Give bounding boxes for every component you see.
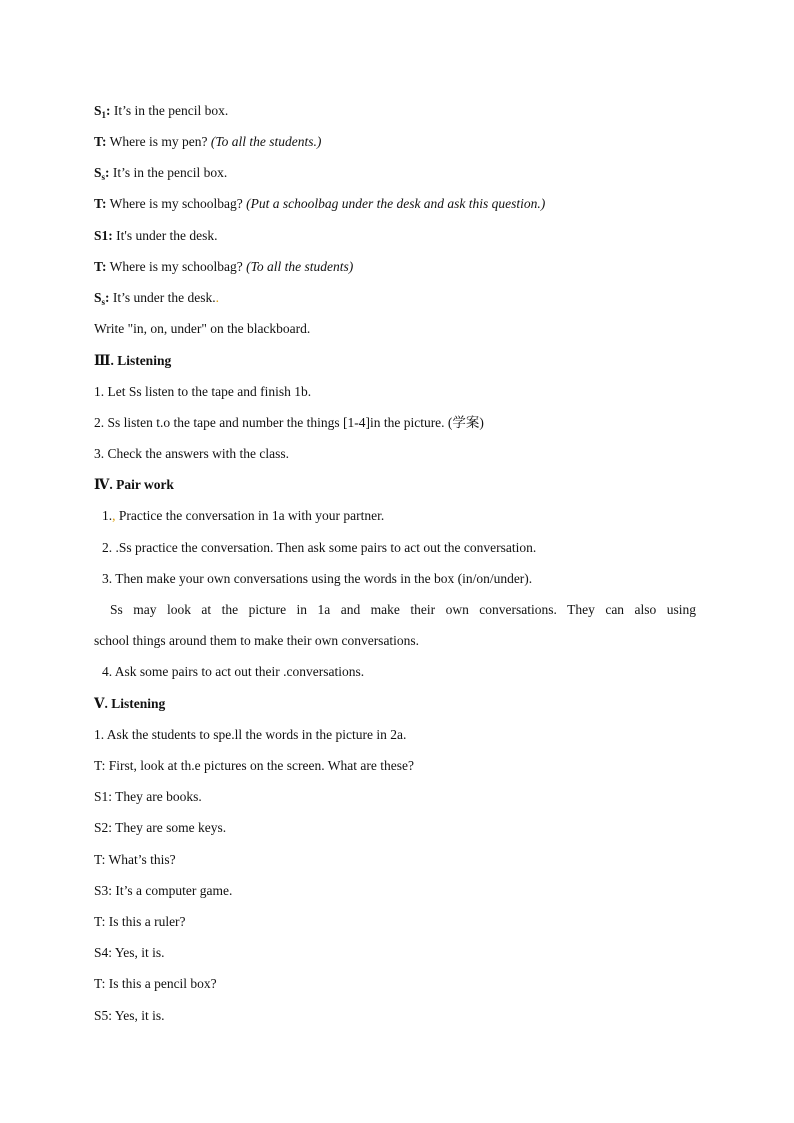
dialogue-line: T: Is this a pencil box?: [94, 976, 217, 991]
dialogue-line: T: What’s this?: [94, 852, 176, 867]
stage-direction: (Put a schoolbag under the desk and ask this question.): [246, 196, 546, 211]
speaker-subscript: 1: [101, 110, 107, 120]
paragraph-line: Ss may look at the picture in 1a and make their own conversations. They can also using: [110, 602, 696, 617]
dialogue-line-6: [94, 258, 353, 276]
dialogue-line-2: [94, 133, 321, 151]
speaker-subscript: s: [101, 172, 106, 182]
item-text: Practice the conversation in 1a with your partner.: [115, 508, 385, 523]
dialogue-line: S5: Yes, it is.: [94, 1008, 165, 1023]
dialogue-text: Where is my schoolbag?: [106, 259, 243, 274]
speaker-label: S: [94, 103, 102, 118]
instruction-text: Write "in, on, under" on the blackboard.: [94, 321, 311, 336]
dialogue-line: S3: It’s a computer game.: [94, 883, 233, 898]
speaker-colon: :: [105, 165, 110, 180]
dialogue-text: It’s in the pencil box.: [109, 165, 228, 180]
dialogue-line-5: [94, 227, 218, 245]
dialogue-text: Where is my pen?: [106, 134, 208, 149]
speaker-colon: :: [105, 290, 110, 305]
speaker-label: S: [94, 290, 102, 305]
paragraph-line: school things around them to make their own conversations.: [94, 633, 420, 648]
list-item: 2. Ss listen t.o the tape and number the things [1-4]in the picture. (学案): [94, 415, 484, 430]
dialogue-line-1: [94, 102, 228, 124]
stray-mark: ,: [112, 508, 116, 523]
speaker-label: T:: [94, 134, 107, 149]
speaker-subscript: s: [101, 297, 106, 307]
speaker-label: S: [94, 165, 102, 180]
section-heading-pair-work: Ⅳ. Pair work: [94, 477, 174, 492]
dialogue-line-7: [94, 289, 219, 311]
speaker-colon: :: [106, 103, 111, 118]
speaker-label: T:: [94, 259, 107, 274]
dialogue-text: It's under the desk.: [112, 228, 218, 243]
dialogue-line-3: [94, 164, 227, 186]
dialogue-line: T: Is this a ruler?: [94, 914, 186, 929]
list-item: 4. Ask some pairs to act out their .conversations.: [102, 664, 365, 679]
list-item: 2. .Ss practice the conversation. Then ask some pairs to act out the conversation.: [102, 540, 537, 555]
list-item: 3. Check the answers with the class.: [94, 446, 289, 461]
dialogue-line-4: [94, 195, 545, 213]
dialogue-line: S2: They are some keys.: [94, 820, 227, 835]
list-item: 3. Then make your own conversations using the words in the box (in/on/under).: [102, 571, 533, 586]
list-item: 1. Ask the students to spe.ll the words in the picture in 2a.: [94, 727, 407, 742]
dialogue-text: It’s in the pencil box.: [110, 103, 229, 118]
section-heading-listening: Ⅲ. Listening: [94, 353, 172, 368]
dialogue-text: Where is my schoolbag?: [106, 196, 243, 211]
stage-direction: (To all the students.): [210, 134, 322, 149]
stray-mark: .: [215, 290, 220, 305]
dialogue-line-8: [94, 320, 310, 338]
speaker-label: S1:: [94, 228, 113, 243]
list-item: 1. Let Ss listen to the tape and finish 1b.: [94, 384, 312, 399]
dialogue-line: T: First, look at th.e pictures on the screen. What are these?: [94, 758, 414, 773]
list-item: [102, 507, 384, 525]
section-heading-listening-2: Ⅴ. Listening: [94, 696, 166, 711]
dialogue-line: S4: Yes, it is.: [94, 945, 165, 960]
stage-direction: (To all the students): [246, 259, 354, 274]
dialogue-line: S1: They are books.: [94, 789, 202, 804]
item-number: 1.: [102, 508, 113, 523]
speaker-label: T:: [94, 196, 107, 211]
dialogue-text: It’s under the desk.: [109, 290, 216, 305]
